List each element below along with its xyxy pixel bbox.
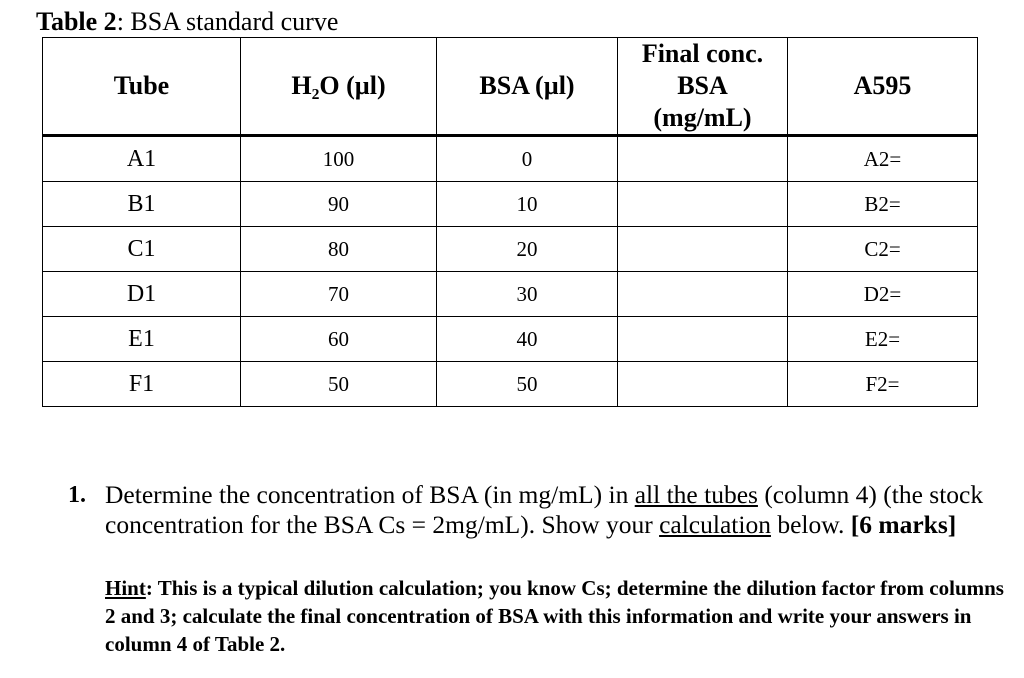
table-row: [43, 182, 978, 227]
cell-a595: D2=: [788, 272, 978, 317]
question-hint: [105, 574, 1005, 658]
cell-bsa: 50: [437, 362, 618, 407]
cell-a595: F2=: [788, 362, 978, 407]
cell-tube: D1: [43, 272, 241, 317]
cell-h2o: 70: [241, 272, 437, 317]
cell-final-conc[interactable]: [618, 362, 788, 407]
cell-final-conc[interactable]: [618, 136, 788, 182]
cell-h2o: 50: [241, 362, 437, 407]
cell-tube: C1: [43, 227, 241, 272]
cell-bsa: 20: [437, 227, 618, 272]
table-row: [43, 136, 978, 182]
cell-h2o: 80: [241, 227, 437, 272]
cell-h2o: 100: [241, 136, 437, 182]
question-text: [105, 480, 1005, 540]
cell-a595: C2=: [788, 227, 978, 272]
cell-final-conc[interactable]: [618, 317, 788, 362]
header-a595: A595: [788, 38, 978, 136]
hint-text: : This is a typical dilution calculation; you know Cs; determine the dilution factor from columns 2 and 3; calculate the final concentration of BSA with this information and write your answers in column 4 of Table 2.: [105, 576, 1004, 656]
table-row: [43, 227, 978, 272]
header-final-conc-line1: Final conc.: [641, 39, 764, 68]
question-text-a: Determine the concentration of BSA (in mg/mL) in: [105, 480, 635, 509]
table-header-row: [43, 38, 978, 136]
question-text-b: (column 4) (the stock concentration for the BSA Cs = 2mg/mL). Show your: [105, 480, 984, 539]
hint-label: Hint: [105, 576, 146, 600]
header-h2o: H₂O (µl): [241, 38, 437, 136]
table-caption-title: : BSA standard curve: [116, 7, 339, 36]
cell-tube: E1: [43, 317, 241, 362]
cell-final-conc[interactable]: [618, 272, 788, 317]
header-final-conc-line3: (mg/mL): [653, 103, 752, 132]
cell-tube: F1: [43, 362, 241, 407]
question-text-c: below.: [770, 510, 851, 539]
cell-bsa: 30: [437, 272, 618, 317]
cell-final-conc[interactable]: [618, 182, 788, 227]
table-row: [43, 317, 978, 362]
cell-bsa: 0: [437, 136, 618, 182]
cell-final-conc[interactable]: [618, 227, 788, 272]
cell-h2o: 60: [241, 317, 437, 362]
cell-bsa: 40: [437, 317, 618, 362]
cell-a595: E2=: [788, 317, 978, 362]
cell-a595: A2=: [788, 136, 978, 182]
header-final-conc: [618, 38, 788, 136]
cell-bsa: 10: [437, 182, 618, 227]
cell-a595: B2=: [788, 182, 978, 227]
question-underline-all-tubes: all the tubes: [634, 480, 758, 509]
bsa-standard-curve-table: [42, 37, 978, 407]
header-tube: Tube: [43, 38, 241, 136]
table-caption: [36, 6, 338, 38]
question-marks: [6 marks]: [850, 510, 957, 539]
header-bsa: BSA (µl): [437, 38, 618, 136]
question-underline-calculation: calculation: [659, 510, 771, 539]
cell-tube: A1: [43, 136, 241, 182]
table-row: [43, 362, 978, 407]
table-row: [43, 272, 978, 317]
table-caption-label: Table 2: [36, 7, 117, 36]
cell-tube: B1: [43, 182, 241, 227]
cell-h2o: 90: [241, 182, 437, 227]
header-final-conc-line2: BSA: [677, 71, 728, 100]
question-number: 1.: [68, 482, 86, 508]
